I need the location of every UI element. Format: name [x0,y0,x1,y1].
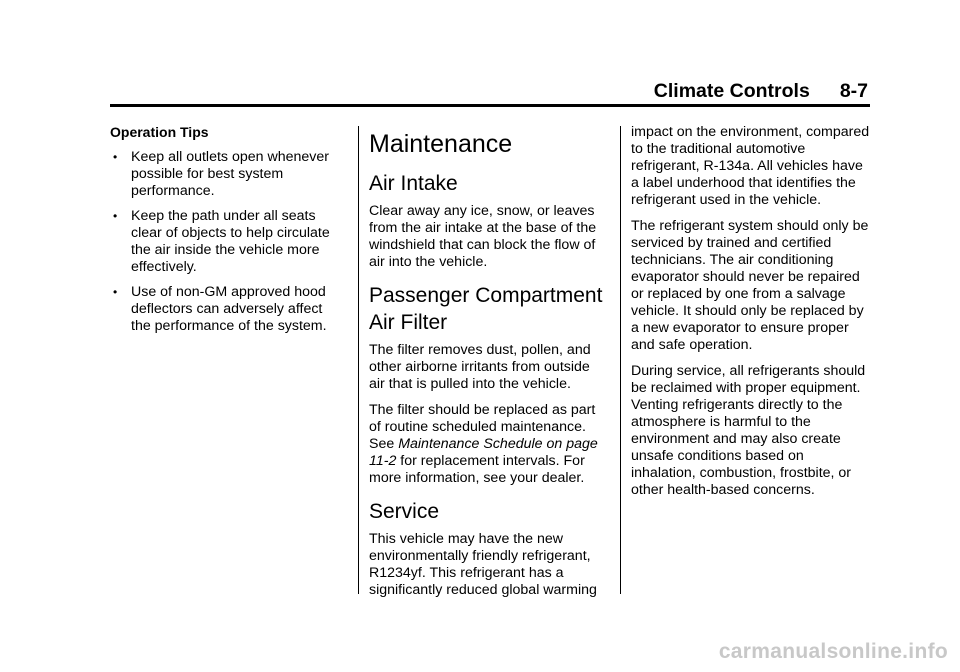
list-item-text: Use of non-GM approved hood deflectors can adversely affect the performance of the system. [131,284,327,334]
column-left [110,124,346,343]
page-header [654,80,868,103]
list-item-text: Keep the path under all seats clear of objects to help circulate the air inside the vehicle more effectively. [131,208,330,275]
list-item [110,284,346,335]
page-number: 8-7 [839,80,868,102]
bullet-icon: • [113,285,118,299]
air-intake-text: Clear away any ice, snow, or leaves from the air intake at the base of the windshield that can block the flow of air into the vehicle. [369,203,597,270]
maintenance-title: Maintenance [369,130,513,158]
column-middle [369,124,609,608]
refrigerant-impact-text: impact on the environment, compared to the traditional automotive refrigerant, R-134a. All vehicles have a label underhood that identifies the refrigerant used in the vehicle. [631,124,870,208]
passenger-filter-text-2: The filter should be replaced as part of routine scheduled maintenance. See Maintenance Schedule on page 11-2 for replacement intervals. For more information, see your dealer. [369,402,598,486]
air-intake-title: Air Intake [369,172,458,195]
list-item-text: Keep all outlets open whenever possible for best system performance. [131,149,329,199]
column-right [631,124,871,508]
list-item [110,149,346,200]
section-title: Climate Controls [653,80,810,102]
service-text: This vehicle may have the new environmentally friendly refrigerant, R1234yf. This refrigerant has a significantly reduced global warming [369,531,597,598]
refrigerant-service-text: The refrigerant system should only be serviced by trained and certified technicians. The air conditioning evaporator should never be repaired or replaced by one from a salvage vehicle. It should only be replaced by a new evaporator to ensure proper and safe operation. [631,218,869,353]
column-divider-left [358,126,359,594]
column-divider-right [620,126,621,594]
passenger-filter-title: Passenger Compartment Air Filter [369,284,603,334]
watermark: carmanualsonline.info [718,640,948,663]
bullet-icon: • [113,150,118,164]
bullet-icon: • [113,209,118,223]
maintenance-schedule-link[interactable]: Maintenance Schedule on page 11-2 [369,436,598,469]
operation-tips-heading: Operation Tips [110,124,209,140]
passenger-filter-text-1: The filter removes dust, pollen, and other airborne irritants from outside air that is pulled into the vehicle. [369,342,591,392]
operation-tips-list [110,149,346,335]
refrigerant-reclaim-text: During service, all refrigerants should be reclaimed with proper equipment. Venting refrigerants directly to the atmosphere is harmful to the environment and may also create unsafe conditions based on inhalation, combustion, frostbite, or other health-based concerns. [631,363,866,498]
list-item [110,208,346,276]
service-title: Service [369,500,440,523]
header-rule [110,104,870,107]
